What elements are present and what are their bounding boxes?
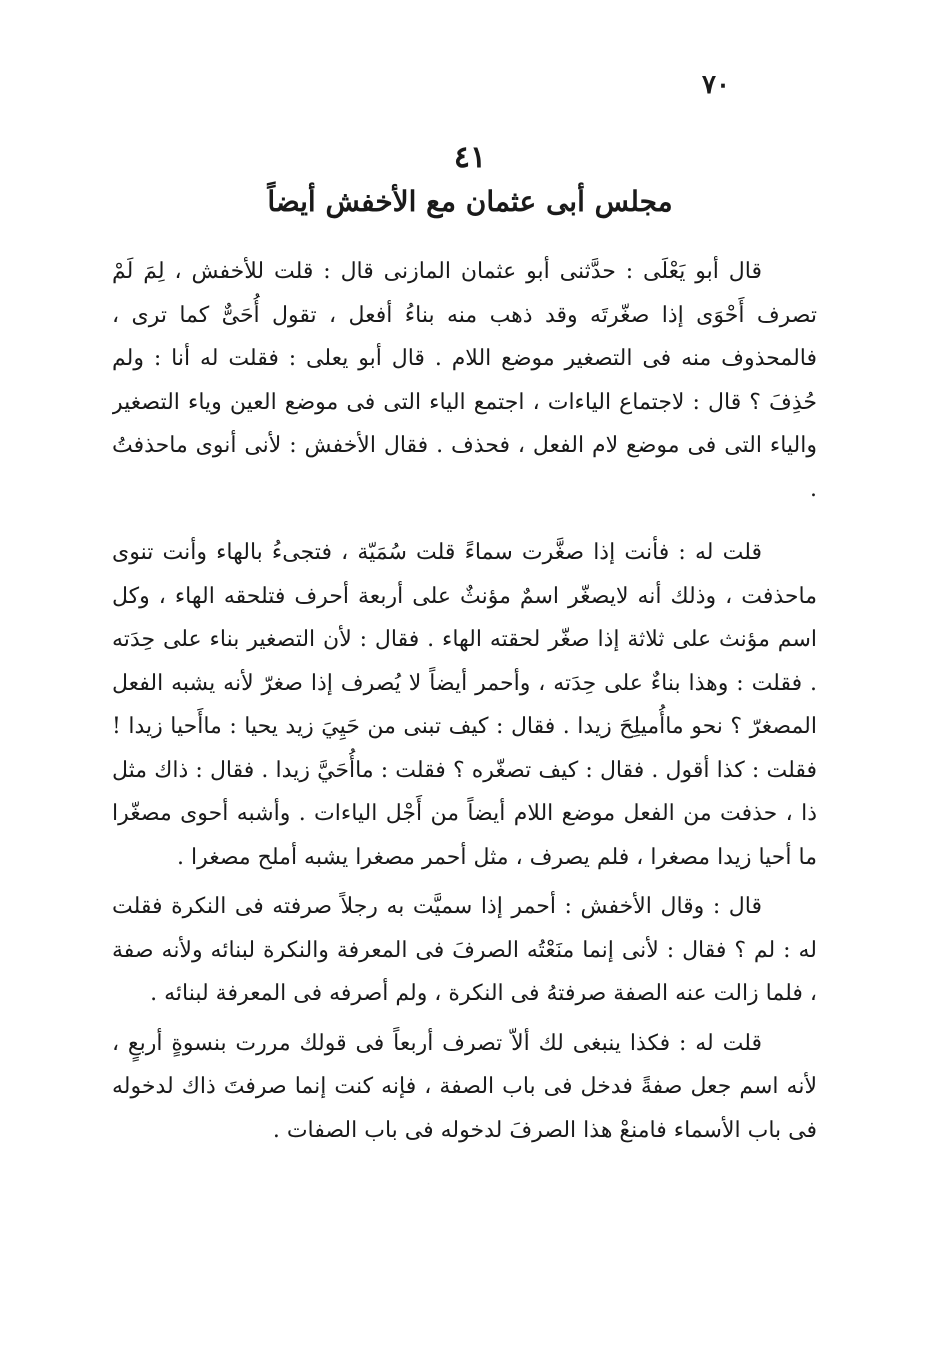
page-number: ٧٠ xyxy=(702,70,730,100)
paragraph: قلت له : فكذا ينبغى لك ألاّ تصرف أربعاً فى قولك مررت بنسوةٍ أربعٍ ، لأنه اسم جعل صفةً فدخل فى باب الصفة ، فإنه كنت إنما صرفتَ ذاك لدخوله فى باب الأسماء فامنعْ هذا الصرفَ لدخوله فى باب الصفات . xyxy=(112,1030,817,1143)
section-number: ٤١ xyxy=(453,140,487,175)
chapter-title: مجلس أبى عثمان مع الأخفش أيضاً xyxy=(267,185,673,218)
body-text xyxy=(112,250,817,1310)
paragraph: قال أبو يَعْلَى : حدَّثنى أبو عثمان المازنى قال : قلت للأخفش ، لِمَ لَمْ تصرف أَحْوَى إذا صغّرتَه وقد ذهب منه بناءُ أفعل ، تقول أُحَىٌّ كما ترى ، فالمحذوف منه فى التصغير موضع اللام . قال أبو يعلى : فقلت له أنا : ولم حُذِفَ ؟ قال : لاجتماع الياءات ، اجتمع الياء التى فى موضع العين وياء التصغير والياء التى فى موضع لام الفعل ، فحذف . فقال الأخفش : لأنى أنوى ماحذفتُ . xyxy=(112,259,817,502)
paragraph: قلت له : فأنت إذا صغَّرت سماءً قلت سُمَيّة ، فتجىءُ بالهاء وأنت تنوى ماحذفت ، وذلك أنه لايصغّر اسمٌ مؤنثٌ على أربعة أحرف فتلحقه الهاء ، وكل اسم مؤنث على ثلاثة إذا صغّر لحقته الهاء . فقال : لأن التصغير بناء على حِدَته . فقلت : وهذا بناءٌ على حِدَته ، وأحمر أيضاً لا يُصرف إذا صغرّ لأنه يشبه الفعل المصغرّ ؟ نحو ماأُميلِحَ زيدا . فقال : كيف تبنى من حَيِيَ زيد يحيا : ماأَحيا زيدا ! فقلت : كذا أقول . فقال : كيف تصغّره ؟ فقلت : ماأُحَيَّ زيدا . فقال : ذاك مثل ذا ، حذفت من الفعل موضع اللام أيضاً من أَجْل الياءات . وأشبه أحوى مصغّرا ما أحيا زيدا مصغرا ، فلم يصرف ، مثل أحمر مصغرا يشبه أملح مصغرا . xyxy=(112,540,817,870)
paragraph: قال : وقال الأخفش : أحمر إذا سميَّت به رجلاً صرفته فى النكرة فقلت له : لم ؟ فقال : لأنى إنما منَعْتُه الصرفَ فى المعرفة والنكرة لبنائه ولأنه صفة ، فلما زالت عنه الصفة صرفتهُ فى النكرة ، ولم أصرفه فى المعرفة لبنائه . xyxy=(112,894,817,1006)
